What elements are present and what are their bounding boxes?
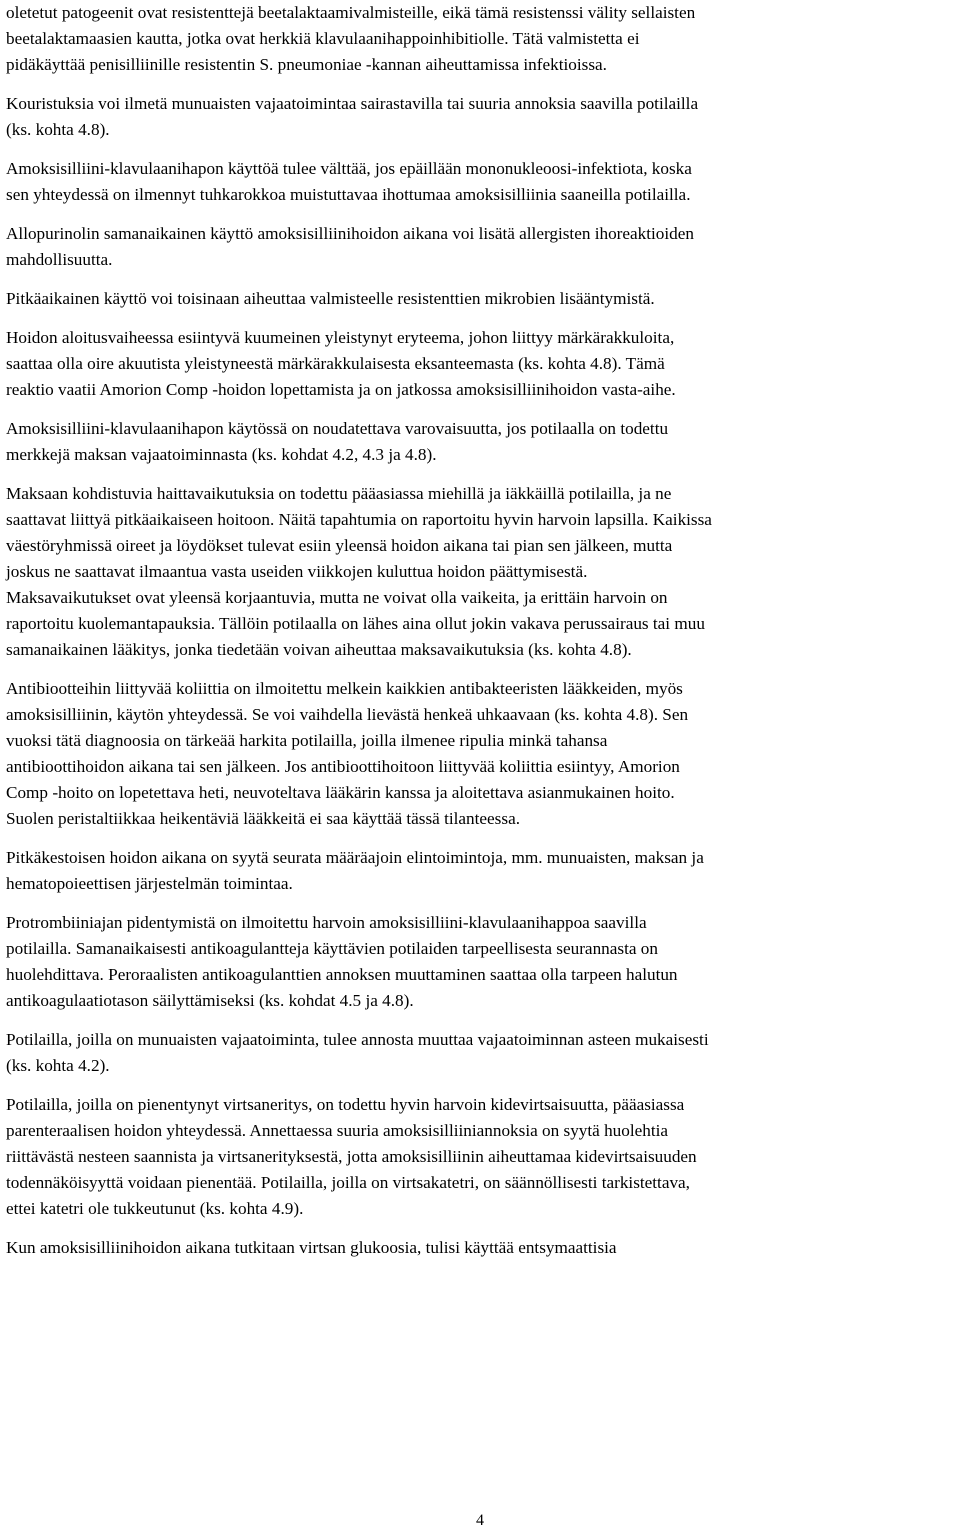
document-body [6,0,954,1274]
text-line: beetalaktamaasien kautta, jotka ovat herkkiä klavulaanihappoinhibitiolle. Tätä valmistetta ei [6,29,640,48]
text-line: Kouristuksia voi ilmetä munuaisten vajaatoimintaa sairastavilla tai suuria annoksia saavilla potilailla [6,94,699,113]
text-line: Pitkäkestoisen hoidon aikana on syytä seurata määräajoin elintoimintoja, mm. munuaisten, maksan ja [6,848,704,867]
paragraph [6,1235,954,1261]
text-line: raportoitu kuolemantapauksia. Tällöin potilaalla on lähes aina ollut jokin vakava perussairaus tai muu [6,614,705,633]
page-number: 4 [476,1512,484,1529]
text-line: vuoksi tätä diagnoosia on tärkeää harkita potilailla, joilla ilmenee ripulia minkä tahansa [6,731,608,750]
paragraph [6,1092,954,1222]
text-line: oletetut patogeenit ovat resistenttejä beetalaktaamivalmisteille, eikä tämä resistenssi välity sellaisten [6,3,696,22]
text-line: amoksisilliinin, käytön yhteydessä. Se voi vaihdella lievästä henkeä uhkaavaan (ks. kohta 4.8). Sen [6,705,689,724]
paragraph [6,676,954,832]
text-line: (ks. kohta 4.8). [6,120,110,139]
paragraph [6,481,954,585]
text-line: merkkejä maksan vajaatoiminnasta (ks. kohdat 4.2, 4.3 ja 4.8). [6,445,437,464]
paragraph [6,0,954,78]
paragraph [6,910,954,1014]
paragraph [6,221,954,273]
text-line: Allopurinolin samanaikainen käyttö amoksisilliinihoidon aikana voi lisätä allergisten ihoreaktioiden [6,224,694,243]
text-line: Suolen peristaltiikkaa heikentäviä lääkkeitä ei saa käyttää tässä tilanteessa. [6,809,520,828]
paragraph [6,416,954,468]
text-line: sen yhteydessä on ilmennyt tuhkarokkoa muistuttavaa ihottumaa amoksisilliinia saaneilla potilailla. [6,185,691,204]
text-line: Hoidon aloitusvaiheessa esiintyvä kuumeinen yleistynyt eryteema, johon liittyy märkärakkuloita, [6,328,675,347]
text-line: riittävästä nesteen saannista ja virtsanerityksestä, jotta amoksisilliinin aiheuttamaa kidevirtsaisuuden [6,1147,697,1166]
paragraph [6,91,954,143]
text-line: reaktio vaatii Amorion Comp -hoidon lopettamista ja on jatkossa amoksisilliinihoidon vasta-aihe. [6,380,676,399]
text-line: Potilailla, joilla on munuaisten vajaatoiminta, tulee annosta muuttaa vajaatoiminnan asteen mukaisesti [6,1030,709,1049]
text-line: huolehdittava. Peroraalisten antikoagulanttien annoksen muuttaminen saattaa olla tarpeen halutun [6,965,678,984]
text-line: pidäkäyttää penisilliinille resistentin S. pneumoniae -kannan aiheuttamissa infektioissa. [6,55,607,74]
text-line: potilailla. Samanaikaisesti antikoagulantteja käyttävien potilaiden tarpeellisesta seurannasta on [6,939,658,958]
text-line: antibioottihoidon aikana tai sen jälkeen. Jos antibioottihoitoon liittyvää koliittia esiintyy, Amorion [6,757,680,776]
paragraph [6,325,954,403]
text-line: Antibiootteihin liittyvää koliittia on ilmoitettu melkein kaikkien antibakteeristen lääkkeiden, myös [6,679,683,698]
text-line: Potilailla, joilla on pienentynyt virtsaneritys, on todettu hyvin harvoin kidevirtsaisuutta, pääasiassa [6,1095,685,1114]
text-line: Maksaan kohdistuvia haittavaikutuksia on todettu pääasiassa miehillä ja iäkkäillä potilailla, ja ne [6,484,672,503]
paragraph [6,845,954,897]
text-line: Comp -hoito on lopetettava heti, neuvoteltava lääkärin kanssa ja aloitettava asianmukainen hoito. [6,783,675,802]
text-line: saattaa olla oire akuutista yleistyneestä märkärakkulaisesta eksanteemasta (ks. kohta 4.8). Tämä [6,354,665,373]
text-line: väestöryhmissä oireet ja löydökset tulevat esiin yleensä hoidon aikana tai pian sen jälkeen, mutta [6,536,673,555]
text-line: antikoagulaatiotason säilyttämiseksi (ks. kohdat 4.5 ja 4.8). [6,991,414,1010]
paragraph [6,286,954,312]
text-line: saattavat liittyä pitkäaikaiseen hoitoon. Näitä tapahtumia on raportoitu hyvin harvoin lapsilla. Kaikissa [6,510,712,529]
paragraph [6,156,954,208]
text-line: Maksavaikutukset ovat yleensä korjaantuvia, mutta ne voivat olla vaikeita, ja erittäin harvoin on [6,588,668,607]
text-line: samanaikainen lääkitys, jonka tiedetään voivan aiheuttaa maksavaikutuksia (ks. kohta 4.8). [6,640,632,659]
text-line: (ks. kohta 4.2). [6,1056,110,1075]
text-line: ettei katetri ole tukkeutunut (ks. kohta 4.9). [6,1199,304,1218]
text-line: hematopoieettisen järjestelmän toimintaa. [6,874,293,893]
text-line: Kun amoksisilliinihoidon aikana tutkitaan virtsan glukoosia, tulisi käyttää entsymaattisia [6,1238,617,1257]
text-line: mahdollisuutta. [6,250,113,269]
text-line: parenteraalisen hoidon yhteydessä. Annettaessa suuria amoksisilliiniannoksia on syytä huolehtia [6,1121,669,1140]
text-line: Protrombiiniajan pidentymistä on ilmoitettu harvoin amoksisilliini-klavulaanihappoa saavilla [6,913,647,932]
text-line: Amoksisilliini-klavulaanihapon käytössä on noudatettava varovaisuutta, jos potilaalla on todettu [6,419,669,438]
text-line: Pitkäaikainen käyttö voi toisinaan aiheuttaa valmisteelle resistenttien mikrobien lisääntymistä. [6,289,655,308]
text-line: joskus ne saattavat ilmaantua vasta useiden viikkojen kuluttua hoidon päättymisestä. [6,562,588,581]
paragraph [6,1027,954,1079]
text-line: todennäköisyyttä voidaan pienentää. Potilailla, joilla on virtsakatetri, on säännöllisesti tarkistettava, [6,1173,690,1192]
text-line: Amoksisilliini-klavulaanihapon käyttöä tulee välttää, jos epäillään mononukleoosi-infektiota, koska [6,159,692,178]
paragraph [6,585,954,663]
